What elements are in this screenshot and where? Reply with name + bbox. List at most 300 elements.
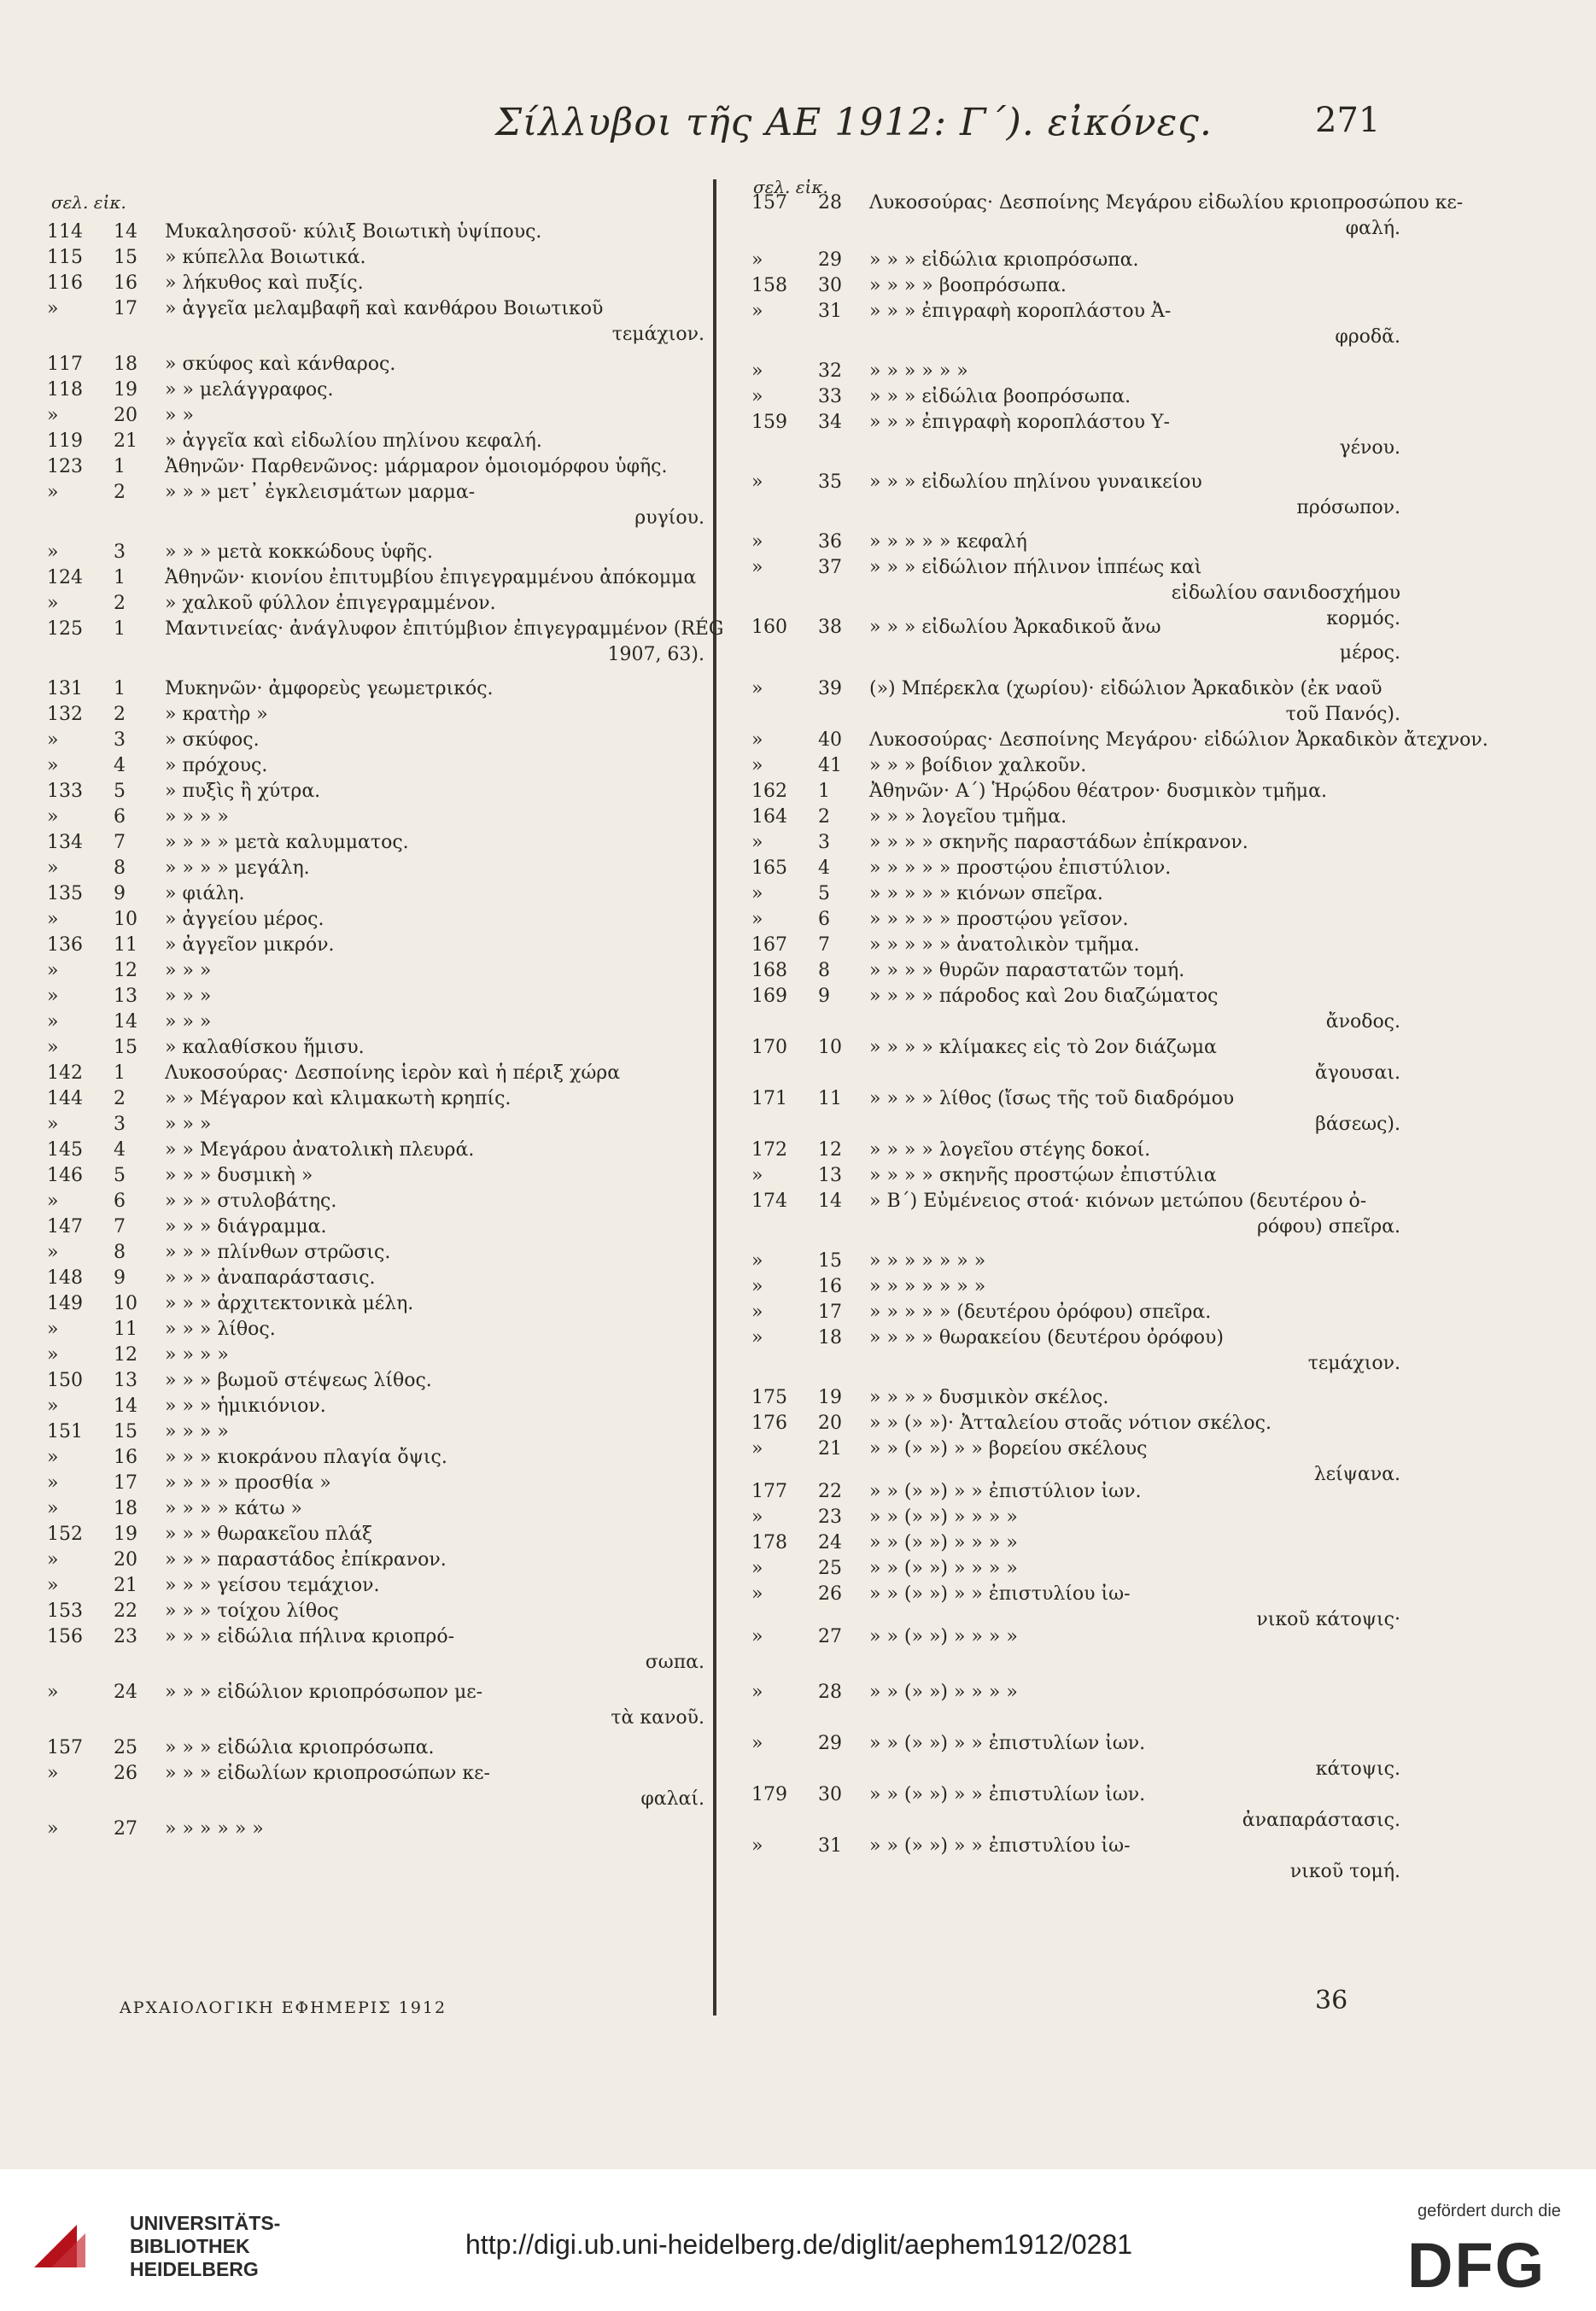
figure-ref: 26	[114, 1763, 137, 1784]
figure-ref: 2	[114, 1088, 126, 1109]
page-ref: »	[751, 1835, 763, 1857]
page-ref: 148	[47, 1267, 83, 1289]
figure-ref: 36	[818, 531, 842, 553]
figure-ref: 22	[818, 1481, 842, 1502]
page-ref: »	[47, 1682, 59, 1703]
entry-description: Λυκοσούρας· Δεσποίνης Μεγάρου εἰδωλίου κριοπροσώπου κε-	[869, 192, 1464, 214]
page-ref: »	[47, 541, 59, 563]
entry-description: » » » » » κεφαλή	[869, 531, 1027, 553]
library-name	[130, 2212, 280, 2281]
entry-description: » » (» ») » » » »	[869, 1682, 1018, 1703]
page-ref: 123	[47, 456, 83, 477]
entry-description: (») Μπέρεκλα (χωρίου)· εἰδώλιον Ἀρκαδικὸν (ἐκ ναοῦ	[869, 678, 1383, 699]
entry-description: » » Μέγαρον καὶ κλιμακωτὴ κρηπίς.	[165, 1088, 512, 1109]
entry-description: » » (» ») » » ἐπιστυλίων ἰων.	[869, 1784, 1146, 1805]
page-ref: 150	[47, 1370, 83, 1391]
figure-ref: 11	[114, 934, 137, 956]
entry-continuation: εἰδωλίου σανιδοσχήμου	[1171, 582, 1400, 604]
page-ref: 156	[47, 1626, 83, 1647]
page-ref: 157	[751, 192, 787, 214]
figure-ref: 7	[818, 934, 830, 956]
entry-description: » » » »	[165, 1421, 229, 1442]
figure-ref: 28	[818, 1682, 842, 1703]
figure-ref: 18	[818, 1327, 842, 1349]
entry-continuation: ἄνοδος.	[1325, 1011, 1400, 1033]
page-ref: »	[47, 593, 59, 614]
page-ref: »	[47, 1472, 59, 1494]
page-ref: 131	[47, 678, 83, 699]
page-ref: 149	[47, 1293, 83, 1314]
entry-description: Λυκοσούρας· Δεσποίνης ἱερὸν καὶ ἡ πέριξ χώρα	[165, 1062, 621, 1084]
entry-description: » » Μεγάρου ἀνατολικὴ πλευρά.	[165, 1139, 475, 1161]
entry-description: » πρόχους.	[165, 755, 268, 776]
entry-description: » »	[165, 405, 194, 426]
page-ref: »	[47, 1319, 59, 1340]
figure-ref: 18	[114, 1498, 137, 1519]
page-ref: »	[751, 1558, 763, 1579]
page-ref: »	[47, 298, 59, 319]
entry-description: » » (» ») » » ἐπιστυλίου ἰω-	[869, 1835, 1131, 1857]
entry-description: » » » » » »	[869, 360, 968, 382]
page-ref: »	[47, 1037, 59, 1058]
page-ref: 133	[47, 781, 83, 802]
entry-description: » » » εἰδωλίου Ἀρκαδικοῦ ἄνω	[869, 617, 1161, 638]
entry-continuation: γένου.	[1339, 437, 1400, 459]
figure-ref: 4	[818, 857, 830, 879]
figure-ref: 17	[114, 298, 137, 319]
entry-description: » » » θωρακεῖου πλάξ	[165, 1524, 373, 1545]
entry-description: » » » εἰδώλια κριοπρόσωπα.	[165, 1737, 435, 1758]
entry-description: » » » βοίδιον χαλκοῦν.	[869, 755, 1087, 776]
entry-description: » » » εἰδώλιον κριοπρόσωπον με-	[165, 1682, 483, 1703]
figure-ref: 32	[818, 360, 842, 382]
figure-ref: 15	[818, 1250, 842, 1272]
entry-continuation: πρόσωπον.	[1296, 497, 1400, 518]
figure-ref: 12	[114, 960, 137, 981]
page-ref: »	[751, 678, 763, 699]
page-ref: 168	[751, 960, 787, 981]
figure-ref: 5	[114, 1165, 126, 1186]
page-ref: 164	[751, 806, 787, 828]
figure-ref: 21	[818, 1438, 842, 1460]
page-ref: »	[47, 806, 59, 828]
figure-ref: 3	[114, 541, 126, 563]
entry-description: » » »	[165, 1011, 212, 1033]
figure-ref: 16	[818, 1276, 842, 1297]
page-ref: 160	[751, 617, 787, 638]
figure-ref: 10	[114, 909, 137, 930]
entry-description: » » (» ») » » » »	[869, 1626, 1018, 1647]
figure-ref: 21	[114, 1575, 137, 1596]
figure-ref: 2	[114, 704, 126, 725]
page-ref: 151	[47, 1421, 83, 1442]
entry-description: » » » » » προστῴου γεῖσον.	[869, 909, 1129, 930]
entry-description: » » (» ») » » ἐπιστυλίων ἰων.	[869, 1733, 1146, 1754]
entry-description: » ἀγγεῖα καὶ εἰδωλίου πηλίνου κεφαλή.	[165, 430, 542, 452]
entry-description: » ἀγγεῖα μελαμβαφῆ καὶ κανθάρου Βοιωτικοῦ	[165, 298, 604, 319]
figure-ref: 6	[114, 806, 126, 828]
entry-description: » λήκυθος καὶ πυξίς.	[165, 272, 364, 294]
entry-description: » » » εἰδωλίου πηλίνου γυναικείου	[869, 471, 1202, 493]
entry-description: » » » διάγραμμα.	[165, 1216, 327, 1237]
entry-description: Μυκηνῶν· ἀμφορεὺς γεωμετρικός.	[165, 678, 494, 699]
figure-ref: 9	[818, 986, 830, 1007]
page-ref: »	[47, 1242, 59, 1263]
entry-description: » » » πλίνθων στρῶσις.	[165, 1242, 391, 1263]
entry-description: » » » »	[165, 1344, 229, 1366]
figure-ref: 40	[818, 729, 842, 751]
figure-ref: 38	[818, 617, 842, 638]
figure-ref: 23	[114, 1626, 137, 1647]
page-ref: 162	[751, 781, 787, 802]
entry-continuation: φαλαί.	[640, 1788, 704, 1810]
page-ref: 144	[47, 1088, 83, 1109]
figure-ref: 2	[114, 593, 126, 614]
entry-continuation: φαλή.	[1345, 218, 1400, 239]
entry-description: » » » στυλοβάτης.	[165, 1191, 337, 1212]
page-ref: »	[47, 1447, 59, 1468]
page-ref: 177	[751, 1481, 787, 1502]
entry-description: » » » » μεγάλη.	[165, 857, 310, 879]
left-column-heading: σελ. εἰκ.	[51, 192, 126, 213]
entry-description: » » » » λογεῖου στέγης δοκοί.	[869, 1139, 1151, 1161]
entry-description: » » (» ») » » βορείου σκέλους	[869, 1438, 1148, 1460]
entry-description: » » » ἡμικιόνιον.	[165, 1395, 326, 1417]
page-ref: 167	[751, 934, 787, 956]
figure-ref: 41	[818, 755, 842, 776]
entry-continuation: κορμός.	[1326, 608, 1400, 629]
page-ref: »	[751, 1327, 763, 1349]
figure-ref: 16	[114, 1447, 137, 1468]
page-ref: »	[47, 729, 59, 751]
entry-continuation: κάτοψις.	[1315, 1758, 1400, 1780]
journal-footer: ΑΡΧΑΙΟΛΟΓΙΚΗ ΕΦΗΜΕΡΙΣ 1912	[120, 1998, 447, 2017]
page-ref: »	[47, 986, 59, 1007]
figure-ref: 1	[818, 781, 830, 802]
figure-ref: 11	[114, 1319, 137, 1340]
library-name-line3: HEIDELBERG	[130, 2258, 259, 2280]
entry-description: » » » λίθος.	[165, 1319, 276, 1340]
entry-description: » » » ἀναπαράστασις.	[165, 1267, 376, 1289]
library-name-line1: UNIVERSITÄTS-	[130, 2212, 281, 2234]
page-ref: 174	[751, 1191, 787, 1212]
entry-description: » » » »	[165, 806, 229, 828]
figure-ref: 8	[114, 857, 126, 879]
page-ref: »	[751, 1682, 763, 1703]
figure-ref: 8	[114, 1242, 126, 1263]
figure-ref: 25	[818, 1558, 842, 1579]
figure-ref: 31	[818, 1835, 842, 1857]
entry-description: » » (» ») » » » »	[869, 1532, 1018, 1553]
entry-description: Λυκοσούρας· Δεσποίνης Μεγάρου· εἰδώλιον Ἀρκαδικὸν ἄτεχνον.	[869, 729, 1488, 751]
page-ref: 169	[751, 986, 787, 1007]
figure-ref: 13	[818, 1165, 842, 1186]
entry-description: » » » » » »	[165, 1818, 264, 1840]
page-ref: »	[751, 832, 763, 853]
figure-ref: 19	[114, 1524, 137, 1545]
page-ref: 117	[47, 354, 83, 375]
entry-description: » » » ἀρχιτεκτονικὰ μέλη.	[165, 1293, 414, 1314]
university-library-logo-icon	[26, 2218, 128, 2269]
figure-ref: 34	[818, 412, 842, 433]
page-ref: »	[47, 1395, 59, 1417]
figure-ref: 1	[114, 456, 126, 477]
entry-description: » » » » μετὰ καλυμματος.	[165, 832, 409, 853]
entry-description: » » » » θυρῶν παραστατῶν τομή.	[869, 960, 1185, 981]
page-ref: 170	[751, 1037, 787, 1058]
entry-description: » » » » » » »	[869, 1276, 986, 1297]
dfg-logo: DFG	[1407, 2230, 1546, 2301]
page-ref: 179	[751, 1784, 787, 1805]
page-ref: 142	[47, 1062, 83, 1084]
figure-ref: 4	[114, 755, 126, 776]
page-ref: »	[751, 471, 763, 493]
entry-description: » » » » λίθος (ἴσως τῆς τοῦ διαδρόμου	[869, 1088, 1235, 1109]
entry-description: » » » κιοκράνου πλαγία ὄψις.	[165, 1447, 447, 1468]
figure-ref: 6	[818, 909, 830, 930]
page-ref: 118	[47, 379, 83, 401]
figure-ref: 1	[114, 678, 126, 699]
page-ref: »	[47, 405, 59, 426]
entry-description: » » » » θωρακείου (δευτέρου ὀρόφου)	[869, 1327, 1224, 1349]
page-ref: 124	[47, 567, 83, 588]
entry-continuation: μέρος.	[1339, 642, 1400, 664]
entry-description: » » » βωμοῦ στέψεως λίθος.	[165, 1370, 432, 1391]
entry-description: » » (» ») » » ἐπιστυλίου ἰω-	[869, 1583, 1131, 1605]
page-ref: 172	[751, 1139, 787, 1161]
figure-ref: 20	[114, 405, 137, 426]
figure-ref: 9	[114, 883, 126, 904]
entry-continuation: τοῦ Πανός).	[1285, 704, 1400, 725]
figure-ref: 2	[114, 482, 126, 503]
page-ref: »	[47, 755, 59, 776]
entry-description: » » (» ») » » » »	[869, 1507, 1018, 1528]
entry-description: » » » » δυσμικὸν σκέλος.	[869, 1387, 1109, 1408]
page-ref: »	[751, 1276, 763, 1297]
entry-description: » » » εἰδώλια βοοπρόσωπα.	[869, 386, 1131, 407]
entry-continuation: ρυγίου.	[634, 507, 704, 529]
figure-ref: 2	[818, 806, 830, 828]
figure-ref: 17	[818, 1302, 842, 1323]
right-column-heading: σελ. εἰκ.	[753, 177, 828, 197]
figure-ref: 30	[818, 275, 842, 296]
entry-description: » φιάλη.	[165, 883, 245, 904]
figure-ref: 14	[114, 221, 137, 243]
figure-ref: 27	[818, 1626, 842, 1647]
page-ref: 153	[47, 1600, 83, 1622]
figure-ref: 25	[114, 1737, 137, 1758]
entry-description: » » »	[165, 986, 212, 1007]
page-ref: »	[751, 1507, 763, 1528]
page-ref: »	[47, 1575, 59, 1596]
figure-ref: 15	[114, 247, 137, 268]
entry-description: » » μελάγγραφος.	[165, 379, 334, 401]
figure-ref: 30	[818, 1784, 842, 1805]
figure-ref: 7	[114, 832, 126, 853]
page-ref: »	[47, 960, 59, 981]
page-ref: 115	[47, 247, 83, 268]
column-divider	[713, 179, 716, 2016]
entry-description: Ἀθηνῶν· κιονίου ἐπιτυμβίου ἐπιγεγραμμένου ἀπόκομμα	[165, 567, 697, 588]
page-ref: 175	[751, 1387, 787, 1408]
entry-description: » » » » κλίμακες εἰς τὸ 2ον διάζωμα	[869, 1037, 1217, 1058]
entry-continuation: ἄγουσαι.	[1314, 1062, 1400, 1084]
page-ref: »	[751, 755, 763, 776]
entry-continuation: λείψανα.	[1313, 1464, 1400, 1485]
entry-description: » » » μετ᾽ ἐγκλεισμάτων μαρμα-	[165, 482, 476, 503]
page-ref: »	[47, 1549, 59, 1571]
page-ref: 158	[751, 275, 787, 296]
figure-ref: 33	[818, 386, 842, 407]
entry-description: » » » τοίχου λίθος	[165, 1600, 339, 1622]
figure-ref: 19	[114, 379, 137, 401]
page-ref: »	[751, 249, 763, 271]
entry-description: » » » λογεῖου τμῆμα.	[869, 806, 1067, 828]
figure-ref: 16	[114, 272, 137, 294]
entry-description: » » (» ») » » » »	[869, 1558, 1018, 1579]
page-ref: »	[47, 1498, 59, 1519]
page-ref: »	[47, 1344, 59, 1366]
figure-ref: 6	[114, 1191, 126, 1212]
entry-description: » » » ἐπιγραφὴ κοροπλάστου Ἀ-	[869, 301, 1172, 322]
page-ref: 157	[47, 1737, 83, 1758]
page-ref: »	[751, 531, 763, 553]
figure-ref: 1	[114, 567, 126, 588]
entry-description: » σκύφος καὶ κάνθαρος.	[165, 354, 396, 375]
figure-ref: 14	[114, 1011, 137, 1033]
library-name-line2: BIBLIOTHEK	[130, 2235, 250, 2257]
page-ref: 116	[47, 272, 83, 294]
page-ref: 165	[751, 857, 787, 879]
entry-description: » » » γείσου τεμάχιον.	[165, 1575, 380, 1596]
page-ref: 176	[751, 1413, 787, 1434]
figure-ref: 3	[114, 729, 126, 751]
figure-ref: 37	[818, 557, 842, 578]
entry-continuation: ἀναπαράστασις.	[1242, 1810, 1400, 1831]
figure-ref: 26	[818, 1583, 842, 1605]
figure-ref: 29	[818, 249, 842, 271]
figure-ref: 1	[114, 1062, 126, 1084]
figure-ref: 13	[114, 1370, 137, 1391]
figure-ref: 12	[114, 1344, 137, 1366]
figure-ref: 35	[818, 471, 842, 493]
figure-ref: 27	[114, 1818, 137, 1840]
entry-description: Ἀθηνῶν· Παρθενῶνος: μάρμαρον ὁμοιομόρφου ὑφῆς.	[165, 456, 668, 477]
page-ref: »	[751, 557, 763, 578]
page-ref: »	[751, 1165, 763, 1186]
figure-ref: 18	[114, 354, 137, 375]
entry-description: » » » εἰδωλίων κριοπροσώπων κε-	[165, 1763, 490, 1784]
page-ref: »	[751, 386, 763, 407]
page-number: 271	[1315, 101, 1381, 140]
figure-ref: 21	[114, 430, 137, 452]
figure-ref: 14	[818, 1191, 842, 1212]
sheet-number: 36	[1315, 1986, 1348, 2016]
figure-ref: 29	[818, 1733, 842, 1754]
page-ref: »	[47, 482, 59, 503]
figure-ref: 14	[114, 1395, 137, 1417]
page-ref: 145	[47, 1139, 83, 1161]
page-ref: »	[47, 1191, 59, 1212]
figure-ref: 28	[818, 192, 842, 214]
page-ref: »	[751, 1733, 763, 1754]
page-ref: »	[751, 1302, 763, 1323]
page-ref: 134	[47, 832, 83, 853]
entry-description: Μαντινείας· ἀνάγλυφον ἐπιτύμβιον ἐπιγεγραμμένον (RÉG	[165, 618, 724, 640]
funder-label: gefördert durch die	[1418, 2202, 1561, 2220]
source-url-link[interactable]: http://digi.ub.uni-heidelberg.de/diglit/aephem1912/0281	[465, 2229, 1133, 2260]
entry-description: » καλαθίσκου ἥμισυ.	[165, 1037, 365, 1058]
page-ref: »	[751, 301, 763, 322]
figure-ref: 3	[114, 1114, 126, 1135]
figure-ref: 20	[818, 1413, 842, 1434]
entry-description: » » » » » (δευτέρου ὀρόφου) σπεῖρα.	[869, 1302, 1212, 1323]
page-ref: »	[47, 1011, 59, 1033]
page-ref: 159	[751, 412, 787, 433]
page-ref: »	[47, 1763, 59, 1784]
entry-description: » » (» »)· Ἀτταλείου στοᾶς νότιον σκέλος.	[869, 1413, 1272, 1434]
entry-description: » κύπελλα Βοιωτικά.	[165, 247, 366, 268]
figure-ref: 39	[818, 678, 842, 699]
figure-ref: 11	[818, 1088, 842, 1109]
entry-continuation: φροδᾶ.	[1335, 326, 1400, 348]
entry-description: » » » » βοοπρόσωπα.	[869, 275, 1067, 296]
entry-continuation: σωπα.	[645, 1652, 704, 1673]
figure-ref: 9	[114, 1267, 126, 1289]
entry-continuation: ρόφου) σπεῖρα.	[1256, 1216, 1400, 1237]
figure-ref: 1	[114, 618, 126, 640]
entry-description: » » » » » προστῴου ἐπιστύλιον.	[869, 857, 1172, 879]
page-title: Σίλλυβοι τῆς ΑΕ 1912: Γ΄). εἰκόνες.	[495, 101, 1213, 144]
entry-continuation: νικοῦ κάτοψις·	[1256, 1609, 1400, 1630]
page-ref: »	[751, 1438, 763, 1460]
entry-description: Ἀθηνῶν· Α΄) Ἡρῴδου θέατρον· δυσμικὸν τμῆμα.	[869, 781, 1327, 802]
page-ref: »	[47, 1114, 59, 1135]
figure-ref: 20	[114, 1549, 137, 1571]
entry-description: » » » δυσμικὴ »	[165, 1165, 313, 1186]
page-ref: »	[47, 857, 59, 879]
page-ref: 146	[47, 1165, 83, 1186]
figure-ref: 4	[114, 1139, 126, 1161]
figure-ref: 15	[114, 1421, 137, 1442]
figure-ref: 8	[818, 960, 830, 981]
entry-description: » » » » σκηνῆς παραστάδων ἐπίκρανον.	[869, 832, 1248, 853]
page-ref: »	[751, 883, 763, 904]
entry-description: » » » » κάτω »	[165, 1498, 302, 1519]
page-ref: »	[751, 360, 763, 382]
figure-ref: 15	[114, 1037, 137, 1058]
page-ref: »	[47, 909, 59, 930]
figure-ref: 24	[114, 1682, 137, 1703]
figure-ref: 23	[818, 1507, 842, 1528]
figure-ref: 12	[818, 1139, 842, 1161]
page-ref: 135	[47, 883, 83, 904]
entry-description: » » »	[165, 960, 212, 981]
figure-ref: 7	[114, 1216, 126, 1237]
figure-ref: 13	[114, 986, 137, 1007]
page-ref: 152	[47, 1524, 83, 1545]
entry-description: » » » εἰδώλια πήλινα κριοπρό-	[165, 1626, 455, 1647]
entry-description: » » » » πάροδος καὶ 2ου διαζώματος	[869, 986, 1219, 1007]
entry-description: » πυξὶς ἢ χύτρα.	[165, 781, 321, 802]
figure-ref: 17	[114, 1472, 137, 1494]
entry-continuation: βάσεως).	[1315, 1114, 1400, 1135]
figure-ref: 3	[818, 832, 830, 853]
page-ref: 119	[47, 430, 83, 452]
page-ref: 132	[47, 704, 83, 725]
page-ref: »	[751, 1626, 763, 1647]
entry-continuation: τὰ κανοῦ.	[611, 1707, 704, 1729]
